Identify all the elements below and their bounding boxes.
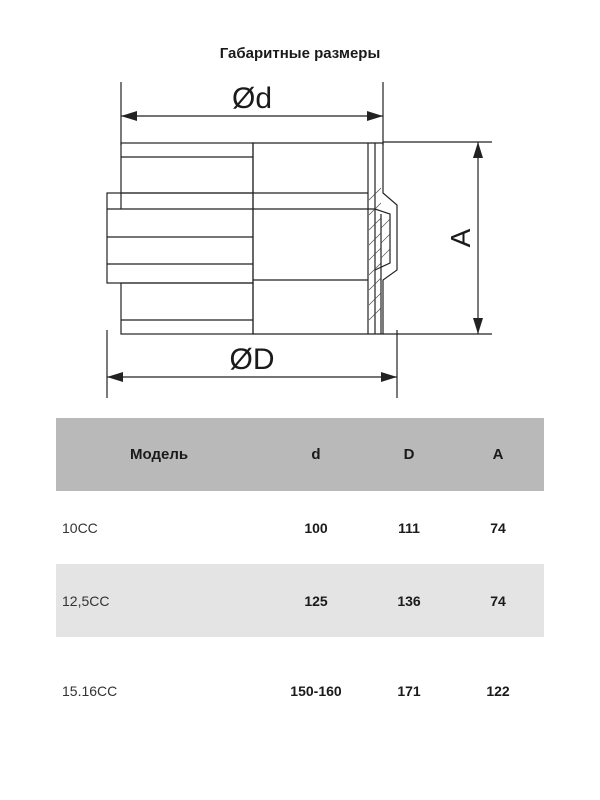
- cell-d: 100: [304, 519, 328, 536]
- dimensions-table: [56, 418, 544, 745]
- header-D: D: [403, 446, 415, 463]
- cell-d: 125: [304, 592, 328, 609]
- header-d: d: [311, 446, 321, 463]
- header-model: Модель: [130, 446, 189, 463]
- table-row: [56, 564, 544, 637]
- label-D: ØD: [229, 343, 275, 376]
- table-row: [56, 491, 544, 564]
- cell-A: 74: [490, 592, 506, 609]
- cell-model: 10CC: [62, 519, 98, 536]
- cell-d: 150-160: [290, 683, 342, 699]
- cell-A: 122: [486, 683, 510, 699]
- label-A: A: [445, 228, 476, 248]
- dimension-drawing: [0, 70, 600, 410]
- table-row: [56, 637, 544, 745]
- header-A: A: [492, 446, 504, 463]
- table-header: [56, 418, 544, 491]
- page-title: Габаритные размеры: [219, 45, 381, 62]
- cell-D: 111: [398, 519, 420, 536]
- cell-D: 136: [397, 592, 421, 609]
- cell-A: 74: [490, 519, 506, 536]
- technical-drawing: [0, 70, 600, 410]
- cell-model: 12,5CC: [62, 592, 110, 609]
- cell-D: 171: [397, 683, 421, 699]
- cell-model: 15.16CC: [62, 683, 118, 699]
- label-d: Ød: [231, 82, 273, 115]
